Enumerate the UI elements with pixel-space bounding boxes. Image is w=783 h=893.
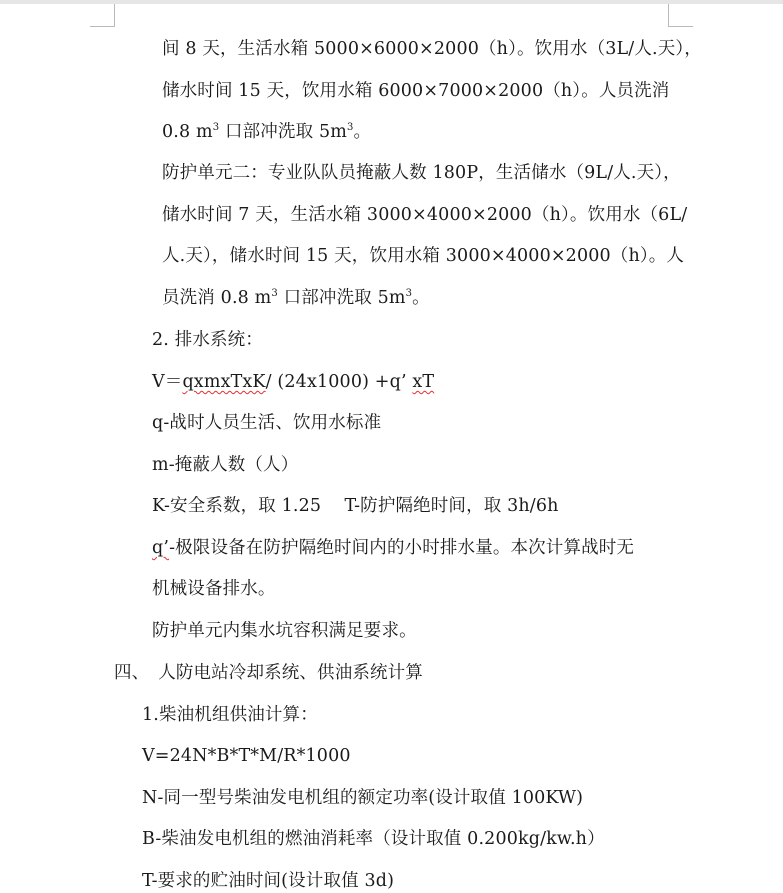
text-line-2: 储水时间 15 天，饮用水箱 6000×7000×2000（h）。人员洗消 [162, 81, 670, 101]
section-heading-fuel: 1.柴油机组供油计算： [142, 705, 318, 725]
chapter-heading-four: 四、 人防电站冷却系统、供油系统计算 [114, 663, 423, 683]
text-line-1: 间 8 天，生活水箱 5000×6000×2000（h）。饮用水（3L/人.天）， [162, 39, 702, 59]
text-line-q: q-战时人员生活、饮用水标准 [152, 413, 382, 433]
formula-fuel: V=24N*B*T*M/R*1000 [142, 746, 351, 766]
spellcheck-underline: qxmxTxK [182, 372, 266, 392]
spellcheck-underline: xT [412, 372, 435, 392]
spellcheck-underline: q’ [152, 538, 170, 558]
text-line-q-prime: q’-极限设备在防护隔绝时间内的小时排水量。本次计算战时无 [152, 538, 635, 558]
text-line-b: B-柴油发电机组的燃油消耗率（设计取值 0.200kg/kw.h） [142, 829, 605, 849]
crop-mark-left [90, 4, 115, 27]
text-line-15: 防护单元内集水坑容积满足要求。 [152, 621, 417, 641]
text-line-5: 储水时间 7 天，生活水箱 3000×4000×2000（h）。饮用水（6L/ [162, 205, 688, 225]
text-line-7: 员洗消 0.8 $m^3$ 口部冲洗取 $5m^3$。 [162, 288, 430, 308]
page-top-edge [0, 0, 783, 4]
crop-mark-right [668, 4, 693, 27]
section-heading-drainage: 2. 排水系统： [152, 330, 263, 350]
text-line-4: 防护单元二：专业队队员掩蔽人数 180P，生活储水（9L/人.天）， [162, 163, 681, 183]
text-line-14: 机械设备排水。 [152, 579, 276, 599]
text-line-6: 人.天），储水时间 15 天，饮用水箱 3000×4000×2000（h）。人 [162, 246, 685, 266]
text-line-3: 0.8 $m^3$ 口部冲洗取 $5m^3$。 [162, 122, 372, 142]
formula-drainage: V＝qxmxTxK/ (24x1000) +q’ xT [152, 372, 435, 392]
text-line-n: N-同一型号柴油发电机组的额定功率(设计取值 100KW) [142, 788, 584, 808]
text-line-k: K-安全系数，取 1.25 T-防护隔绝时间，取 3h/6h [152, 496, 559, 516]
text-line-m: m-掩蔽人数（人） [152, 455, 299, 475]
text-line-t: T-要求的贮油时间(设计取值 3d) [142, 871, 395, 891]
